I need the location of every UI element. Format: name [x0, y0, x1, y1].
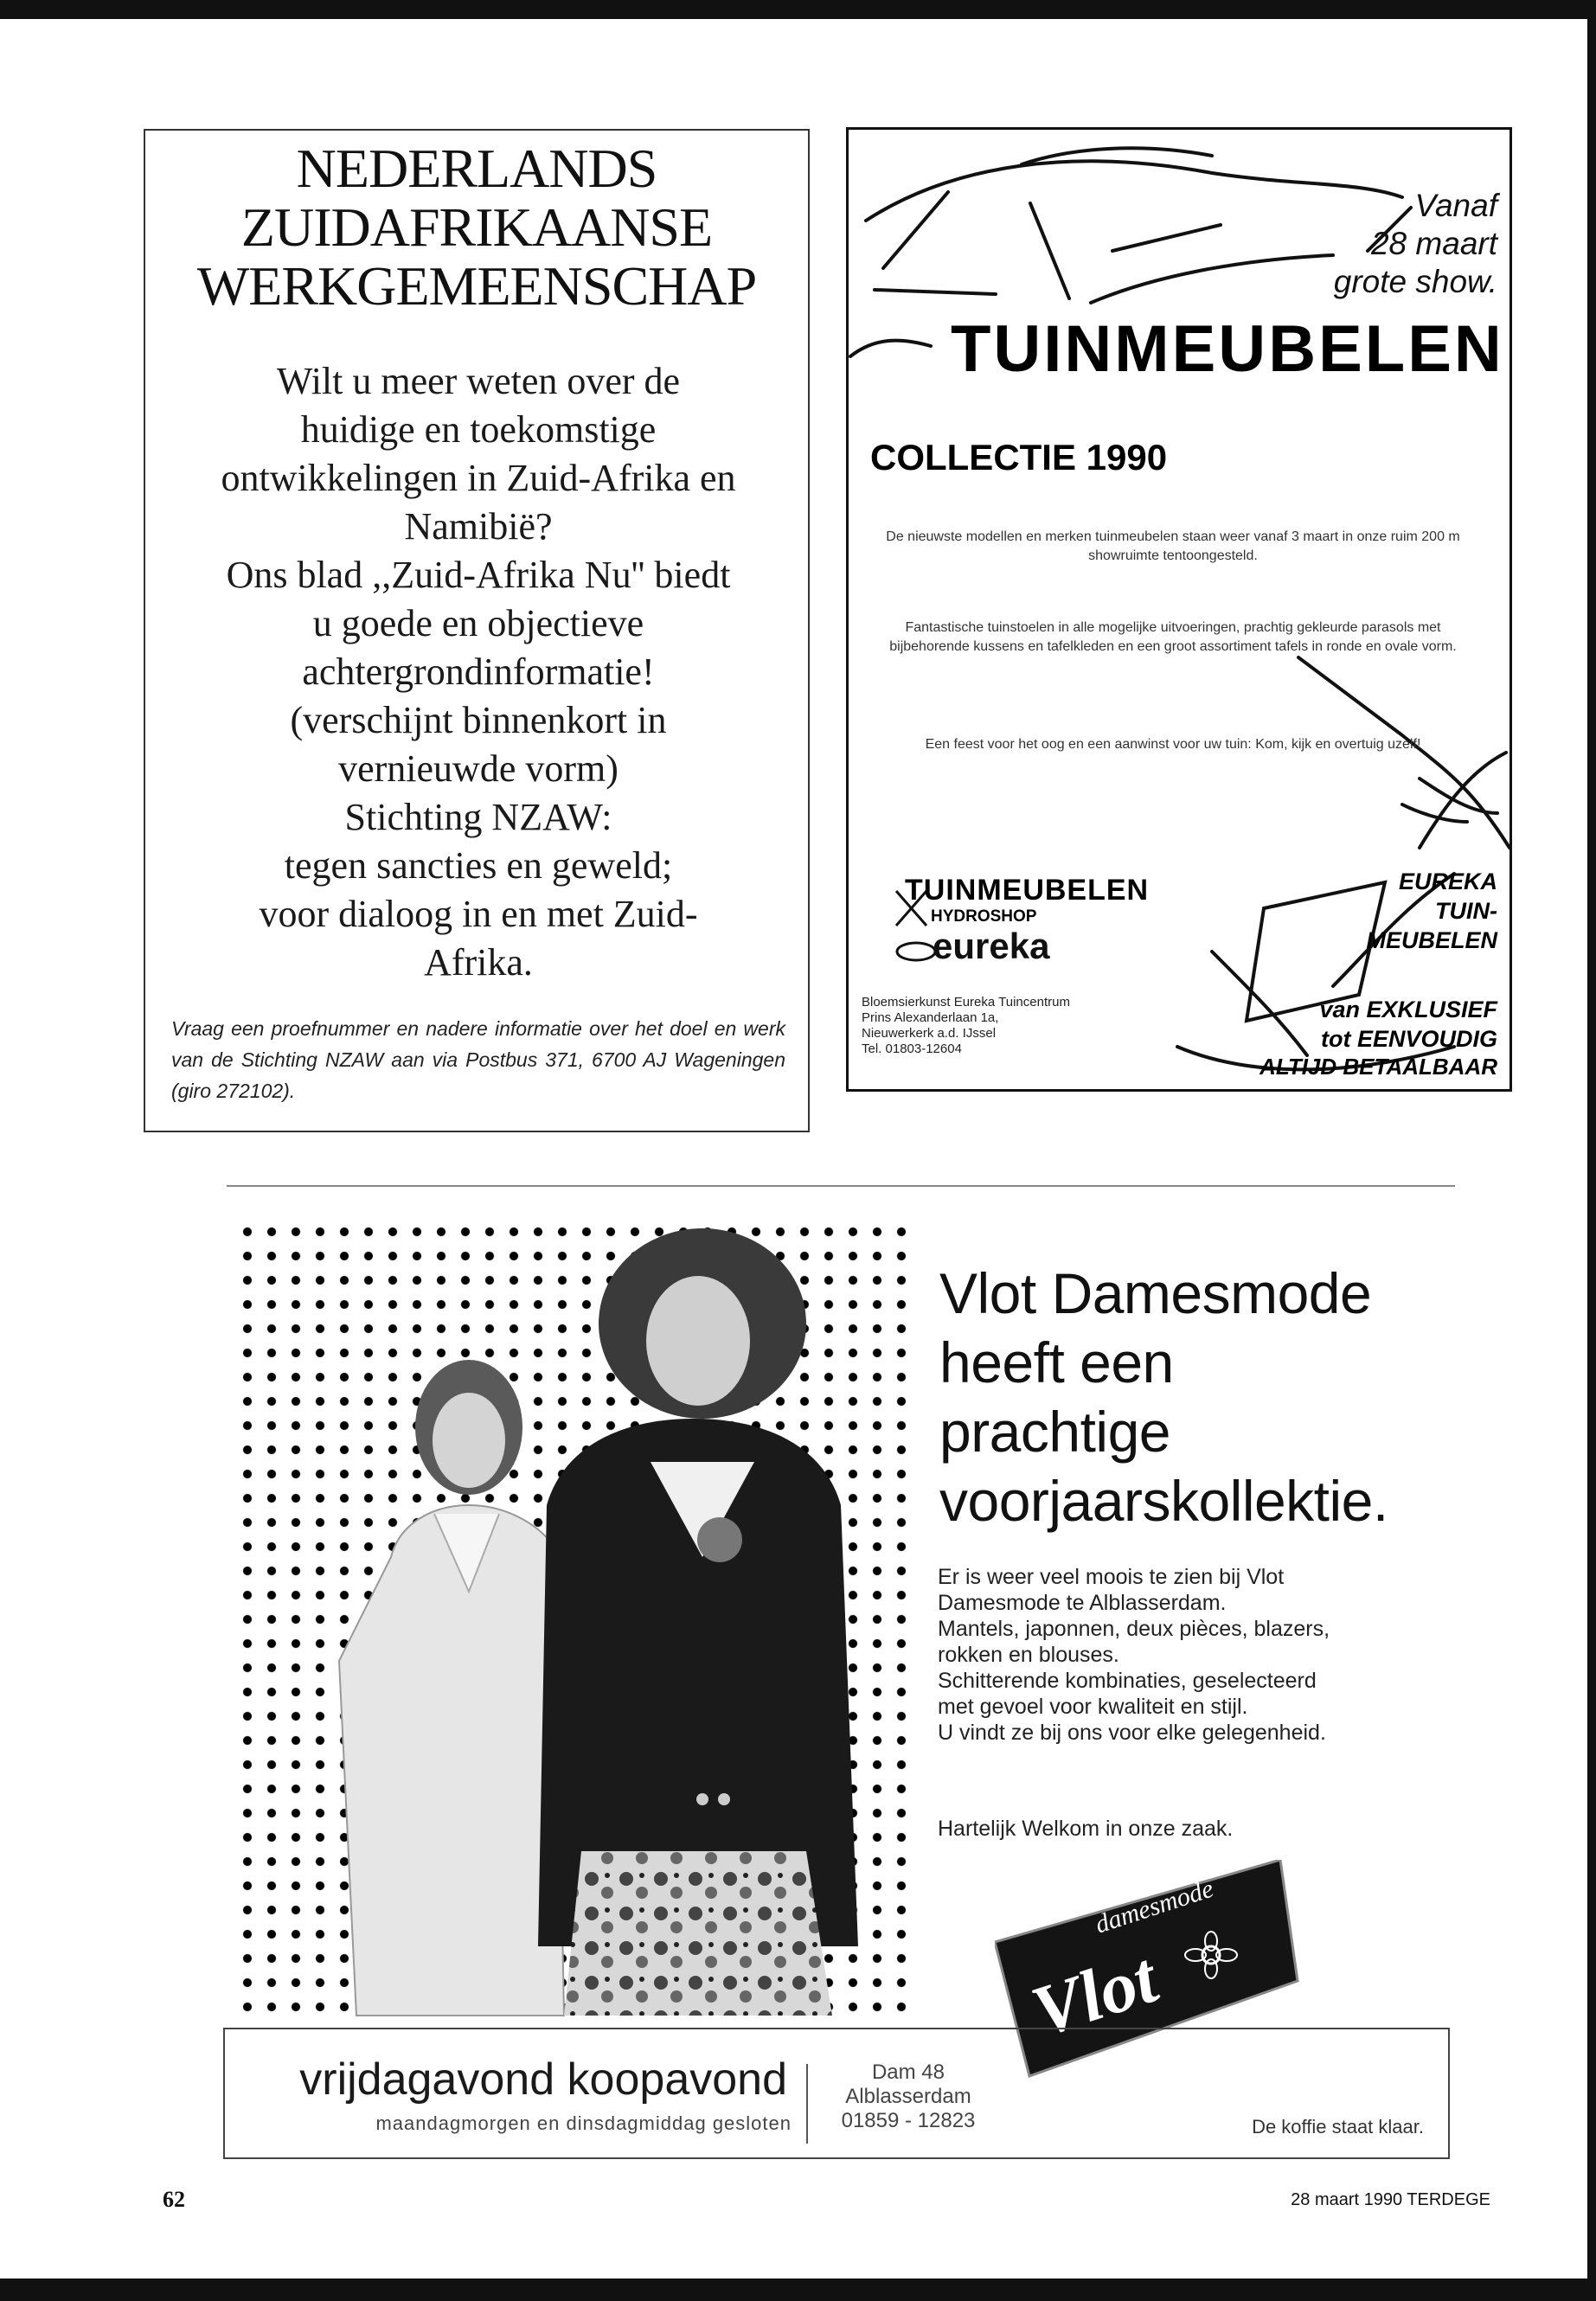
shop-logo-block — [879, 874, 1164, 966]
shop-logo-sub: HYDROSHOP — [931, 907, 1037, 926]
headline-line: Vlot Damesmode — [939, 1261, 1372, 1325]
show-announcement — [1334, 187, 1497, 301]
nzaw-body — [171, 357, 785, 987]
nzaw-body-line: (verschijnt binnenkort in — [290, 699, 667, 741]
koopavond-text: vrijdagavond koopavond — [299, 2054, 787, 2105]
closed-times-text: maandagmorgen en dinsdagmiddag gesloten — [375, 2112, 792, 2134]
address-line: Nieuwerkerk a.d. IJssel — [862, 1026, 997, 1041]
nzaw-body-line: achtergrondinformatie! — [302, 651, 655, 693]
opening-hours-box — [223, 2028, 1450, 2159]
shop-address — [862, 995, 1173, 1057]
scan-edge-top — [0, 0, 1596, 19]
slogan-line: TUIN- — [1435, 898, 1497, 924]
fashion-models-photo — [235, 1142, 919, 2033]
body-line: U vindt ze bij ons voor elke gelegenheid. — [938, 1721, 1326, 1745]
scan-edge-bottom — [0, 2279, 1596, 2301]
show-line: grote show. — [1333, 264, 1497, 299]
scan-edge-right — [1587, 0, 1596, 2301]
price-slogan: ALTIJD BETAALBAAR — [1259, 1054, 1497, 1080]
body-line: met gevoel voor kwaliteit en stijl. — [938, 1695, 1248, 1719]
nzaw-body-line: voor dialoog in en met Zuid- — [259, 893, 698, 935]
range-slogan — [1238, 995, 1497, 1054]
logo-script: damesmode — [1091, 1874, 1217, 1939]
show-line: Vanaf — [1414, 188, 1497, 223]
eureka-logo: eureka — [933, 926, 1050, 966]
collection-heading: COLLECTIE 1990 — [870, 437, 1168, 478]
coffee-note: De koffie staat klaar. — [1252, 2116, 1424, 2138]
nzaw-title — [145, 139, 808, 316]
body-line: Damesmode te Alblasserdam. — [938, 1591, 1227, 1615]
invitation-paragraph: Een feest voor het oog en een aanwinst voor uw tuin: Kom, kijk en overtuig uzelf! — [925, 737, 1421, 752]
vlot-address — [822, 2061, 995, 2133]
slogan-line: van EXKLUSIEF — [1319, 997, 1497, 1022]
nzaw-body-line: Namibië? — [404, 505, 553, 548]
issue-line: 28 maart 1990 TERDEGE — [1291, 2190, 1490, 2209]
tuinmeubelen-logo: TUINMEUBELEN — [951, 312, 1504, 386]
address-line: Dam 48 — [871, 2061, 945, 2084]
nzaw-body-line: u goede en objectieve — [312, 602, 644, 644]
chairs-paragraph: Fantastische tuinstoelen in alle mogelijke uitvoeringen, prachtig gekleurde parasols met bijbehorende kussens en tafelkleden en een groot assortiment tafels in ronde en ovale vorm. — [889, 620, 1457, 654]
nzaw-title-line: WERKGEMEENSCHAP — [196, 255, 757, 317]
slogan-line: MEUBELEN — [1366, 927, 1497, 953]
nzaw-body-line: vernieuwde vorm) — [338, 747, 619, 790]
body-line: rokken en blouses. — [938, 1643, 1119, 1667]
headline-line: heeft een — [939, 1330, 1174, 1394]
nzaw-body-line: Afrika. — [424, 941, 533, 984]
nzaw-body-line: tegen sancties en geweld; — [284, 844, 673, 887]
nzaw-title-line: NEDERLANDS — [296, 138, 657, 199]
show-line: 28 maart — [1370, 226, 1497, 261]
address-line: Bloemsierkunst Eureka Tuincentrum — [862, 995, 1070, 1009]
headline-line: prachtige — [939, 1400, 1171, 1464]
logo-name: Vlot — [1022, 1937, 1167, 2054]
nzaw-body-line: ontwikkelingen in Zuid-Afrika en — [221, 457, 736, 499]
eureka-slogan — [1272, 867, 1497, 955]
address-line: Prins Alexanderlaan 1a, — [862, 1010, 999, 1025]
nzaw-body-line: huidige en toekomstige — [300, 408, 657, 451]
address-line: Tel. 01803-12604 — [862, 1042, 962, 1056]
headline-line: voorjaarskollektie. — [939, 1469, 1388, 1533]
shop-logo-name: TUINMEUBELEN — [905, 874, 1150, 907]
nzaw-body-line: Wilt u meer weten over de — [276, 360, 681, 402]
address-line: 01859 - 12823 — [841, 2109, 976, 2132]
body-line: Er is weer veel moois te zien bij Vlot — [938, 1565, 1285, 1589]
tuinmeubelen-advertisement — [846, 127, 1512, 1092]
vlot-welcome: Hartelijk Welkom in onze zaak. — [938, 1817, 1234, 1841]
body-line: Schitterende kombinaties, geselecteerd — [938, 1669, 1317, 1693]
vlot-body — [938, 1564, 1543, 1746]
intro-paragraph: De nieuwste modellen en merken tuinmeubelen staan weer vanaf 3 maart in onze ruim 200 m showruimte tentoongesteld. — [886, 529, 1460, 563]
body-line: Mantels, japonnen, deux pièces, blazers, — [938, 1617, 1330, 1641]
vlot-headline — [939, 1259, 1545, 1535]
slogan-line: tot EENVOUDIG — [1320, 1026, 1497, 1052]
box-separator — [806, 2064, 808, 2144]
nzaw-advertisement — [144, 129, 810, 1132]
nzaw-footnote: Vraag een proefnummer en nadere informatie over het doel en werk van de Stichting NZAW aan via Postbus 371, 6700 AJ Wageningen (giro 272102). — [171, 1017, 785, 1102]
page-number: 62 — [163, 2187, 185, 2212]
slogan-line: EUREKA — [1398, 868, 1497, 894]
nzaw-body-line: Stichting NZAW: — [344, 796, 612, 838]
nzaw-body-line: Ons blad ,,Zuid-Afrika Nu'' biedt — [226, 554, 731, 596]
nzaw-title-line: ZUIDAFRIKAANSE — [240, 196, 713, 258]
address-line: Alblasserdam — [845, 2085, 971, 2108]
